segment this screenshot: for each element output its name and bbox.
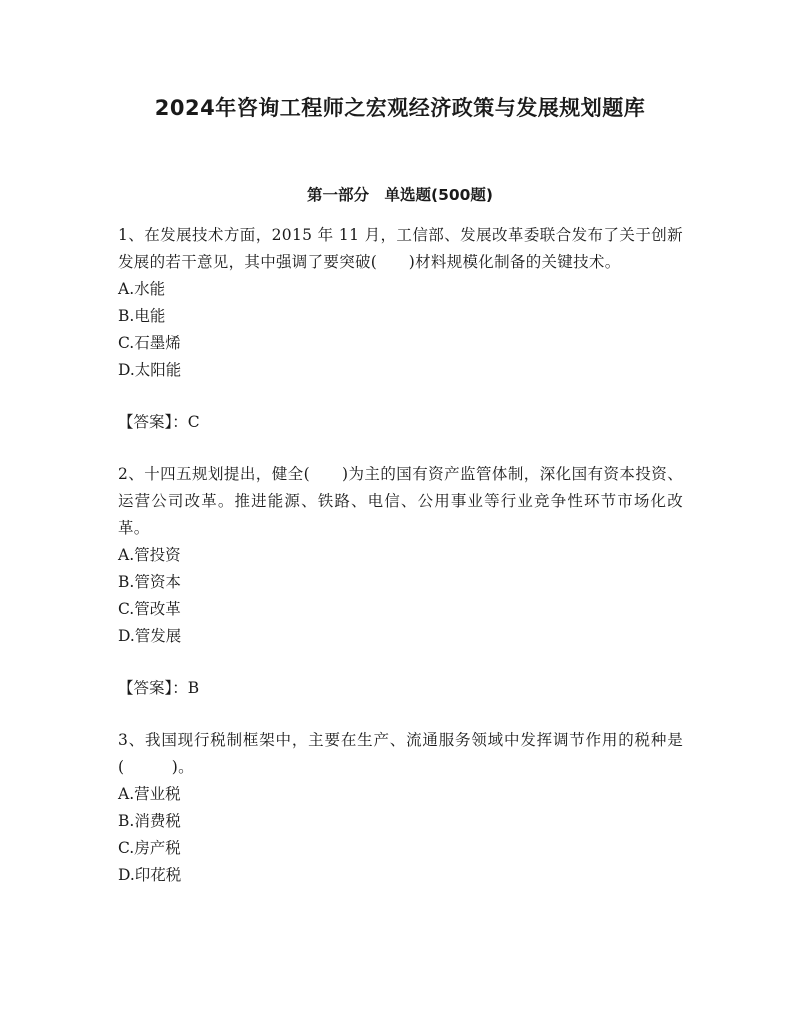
answer-label: 【答案】：	[118, 679, 188, 697]
option-c: C.房产税	[118, 839, 181, 857]
option-a: A.营业税	[118, 785, 181, 803]
option-d: D.管发展	[118, 627, 182, 645]
answer-line	[118, 409, 683, 436]
option-c: C.石墨烯	[118, 334, 181, 352]
option-b: B.管资本	[118, 573, 181, 591]
answer-label: 【答案】：	[118, 413, 188, 431]
question-stem: 3、我国现行税制框架中，主要在生产、流通服务领域中发挥调节作用的税种是( )。	[118, 731, 683, 776]
option-a: A.管投资	[118, 546, 181, 564]
option-b: B.电能	[118, 307, 166, 325]
question-stem: 2、十四五规划提出，健全( )为主的国有资产监管体制，深化国有资本投资、运营公司改革。推进能源、铁路、电信、公用事业等行业竞争性环节市场化改革。	[118, 465, 683, 537]
option-a: A.水能	[118, 280, 166, 298]
question-3	[118, 727, 683, 889]
answer-value: B	[187, 679, 200, 697]
section-heading: 第一部分 单选题(500题)	[306, 186, 494, 204]
option-b: B.消费税	[118, 812, 181, 830]
option-c: C.管改革	[118, 600, 181, 618]
option-d: D.太阳能	[118, 361, 182, 379]
document-title: 2024年咨询工程师之宏观经济政策与发展规划题库	[154, 96, 646, 120]
question-2	[118, 461, 683, 702]
question-list	[118, 222, 683, 889]
question-stem: 1、在发展技术方面，2015 年 11 月，工信部、发展改革委联合发布了关于创新发展的若干意见，其中强调了要突破( )材料规模化制备的关键技术。	[118, 226, 683, 271]
answer-value: C	[187, 413, 200, 431]
answer-line	[118, 675, 683, 702]
question-1	[118, 222, 683, 436]
option-d: D.印花税	[118, 866, 182, 884]
